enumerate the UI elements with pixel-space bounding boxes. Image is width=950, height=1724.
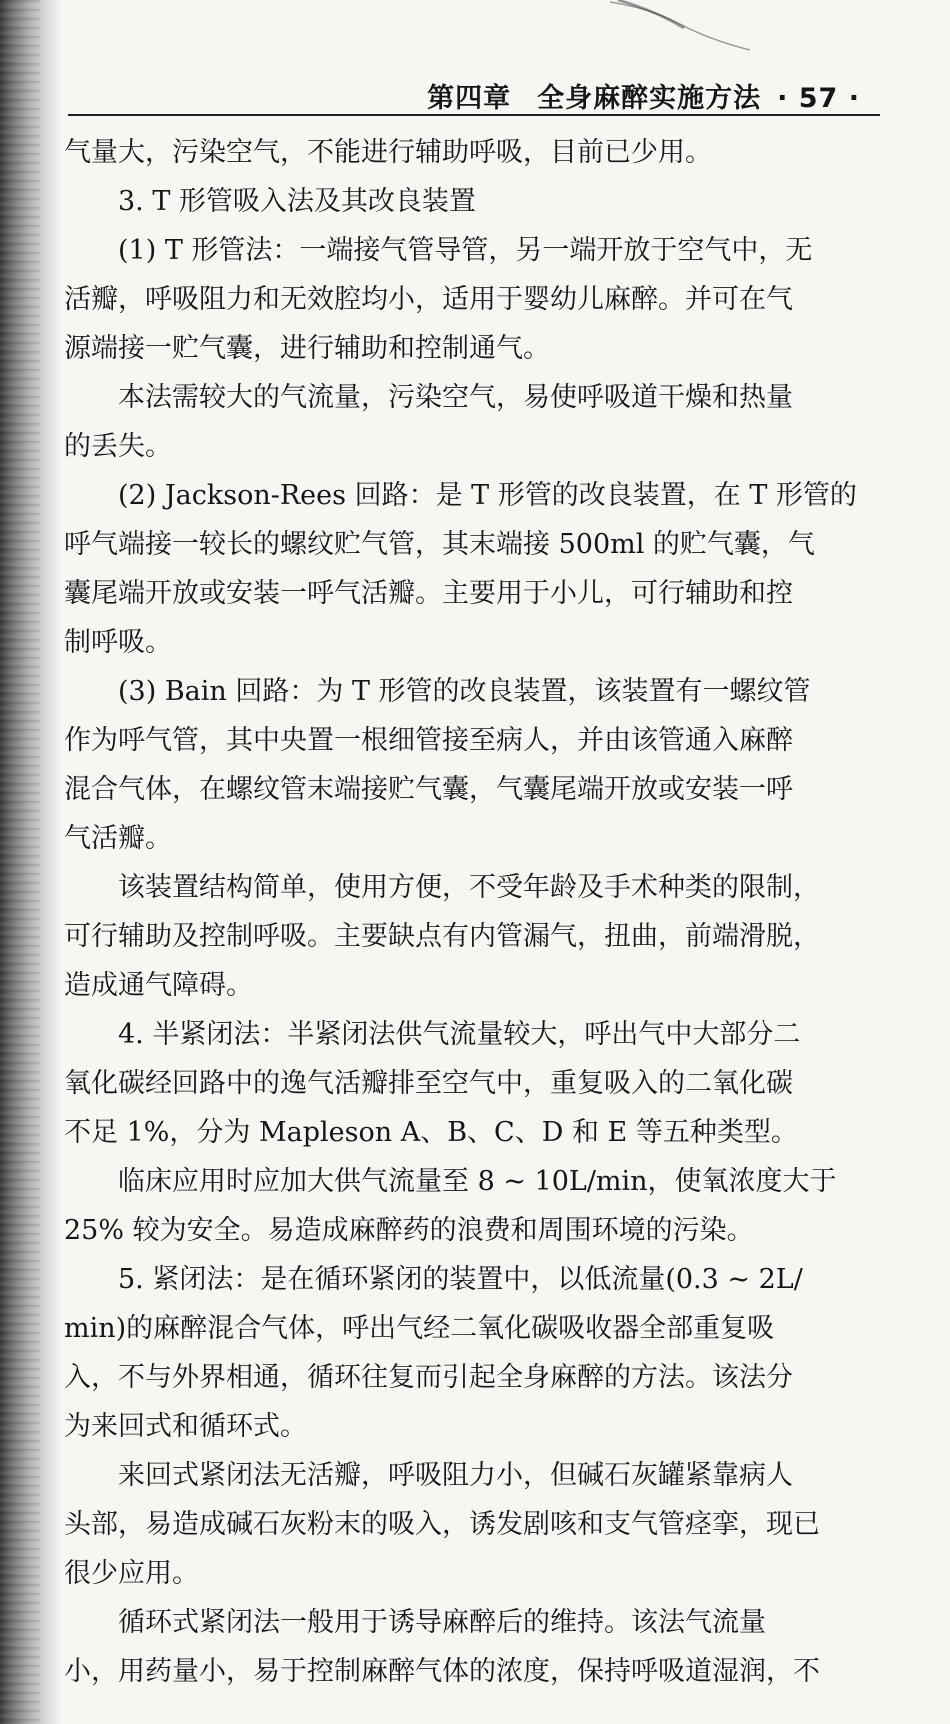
text-line: 25% 较为安全。易造成麻醉药的浪费和周围环境的污染。 bbox=[64, 1215, 754, 1246]
text-line: 混合气体，在螺纹管末端接贮气囊，气囊尾端开放或安装一呼 bbox=[64, 774, 793, 805]
text-line: 很少应用。 bbox=[64, 1558, 199, 1589]
text-line: 循环式紧闭法一般用于诱导麻醉后的维持。该法气流量 bbox=[118, 1607, 766, 1638]
text-line: 入，不与外界相通，循环往复而引起全身麻醉的方法。该法分 bbox=[64, 1362, 793, 1393]
text-line: 囊尾端开放或安装一呼气活瓣。主要用于小儿，可行辅助和控 bbox=[64, 578, 793, 609]
text-line: 氧化碳经回路中的逸气活瓣排至空气中，重复吸入的二氧化碳 bbox=[64, 1068, 793, 1099]
page-number: · 57 · bbox=[777, 83, 860, 114]
text-line: 5. 紧闭法：是在循环紧闭的装置中，以低流量(0.3 ~ 2L/ bbox=[118, 1264, 803, 1295]
text-line: 头部，易造成碱石灰粉末的吸入，诱发剧咳和支气管痉挛，现已 bbox=[64, 1509, 820, 1540]
text-line: 可行辅助及控制呼吸。主要缺点有内管漏气，扭曲，前端滑脱， bbox=[64, 921, 820, 952]
text-line: (2) Jackson-Rees 回路：是 T 形管的改良装置，在 T 形管的 bbox=[118, 480, 857, 511]
running-header bbox=[68, 70, 880, 114]
text-line: 4. 半紧闭法：半紧闭法供气流量较大，呼出气中大部分二 bbox=[118, 1019, 801, 1050]
text-line: 制呼吸。 bbox=[64, 627, 172, 658]
body-text bbox=[64, 128, 874, 1696]
text-line: 源端接一贮气囊，进行辅助和控制通气。 bbox=[64, 333, 550, 364]
text-line: 来回式紧闭法无活瓣，呼吸阻力小，但碱石灰罐紧靠病人 bbox=[118, 1460, 793, 1491]
text-line: 造成通气障碍。 bbox=[64, 970, 253, 1001]
section-heading: 3. T 形管吸入法及其改良装置 bbox=[118, 186, 476, 217]
text-line: 气量大，污染空气，不能进行辅助呼吸，目前已少用。 bbox=[64, 137, 712, 168]
text-line: 小，用药量小，易于控制麻醉气体的浓度，保持呼吸道湿润，不 bbox=[64, 1656, 820, 1687]
text-line: 不足 1%，分为 Mapleson A、B、C、D 和 E 等五种类型。 bbox=[64, 1117, 798, 1148]
binding-texture bbox=[0, 0, 40, 1724]
text-line: (1) T 形管法：一端接气管导管，另一端开放于空气中，无 bbox=[118, 235, 813, 266]
text-line: 本法需较大的气流量，污染空气，易使呼吸道干燥和热量 bbox=[118, 382, 793, 413]
text-line: min)的麻醉混合气体，呼出气经二氧化碳吸收器全部重复吸 bbox=[64, 1313, 775, 1344]
scan-scratch-mark bbox=[610, 0, 750, 60]
text-line: 呼气端接一较长的螺纹贮气管，其末端接 500ml 的贮气囊，气 bbox=[64, 529, 815, 560]
header-rule bbox=[68, 114, 880, 116]
text-line: 活瓣，呼吸阻力和无效腔均小，适用于婴幼儿麻醉。并可在气 bbox=[64, 284, 793, 315]
text-line: 为来回式和循环式。 bbox=[64, 1411, 307, 1442]
text-line: 气活瓣。 bbox=[64, 823, 172, 854]
text-line: 该装置结构简单，使用方便，不受年龄及手术种类的限制， bbox=[118, 872, 820, 903]
chapter-label: 第四章 bbox=[427, 83, 512, 114]
text-line: 作为呼气管，其中央置一根细管接至病人，并由该管通入麻醉 bbox=[64, 725, 793, 756]
chapter-title: 全身麻醉实施方法 bbox=[537, 83, 762, 114]
text-line: 的丢失。 bbox=[64, 431, 172, 462]
text-line: 临床应用时应加大供气流量至 8 ~ 10L/min，使氧浓度大于 bbox=[118, 1166, 837, 1197]
text-line: (3) Bain 回路：为 T 形管的改良装置，该装置有一螺纹管 bbox=[118, 676, 811, 707]
